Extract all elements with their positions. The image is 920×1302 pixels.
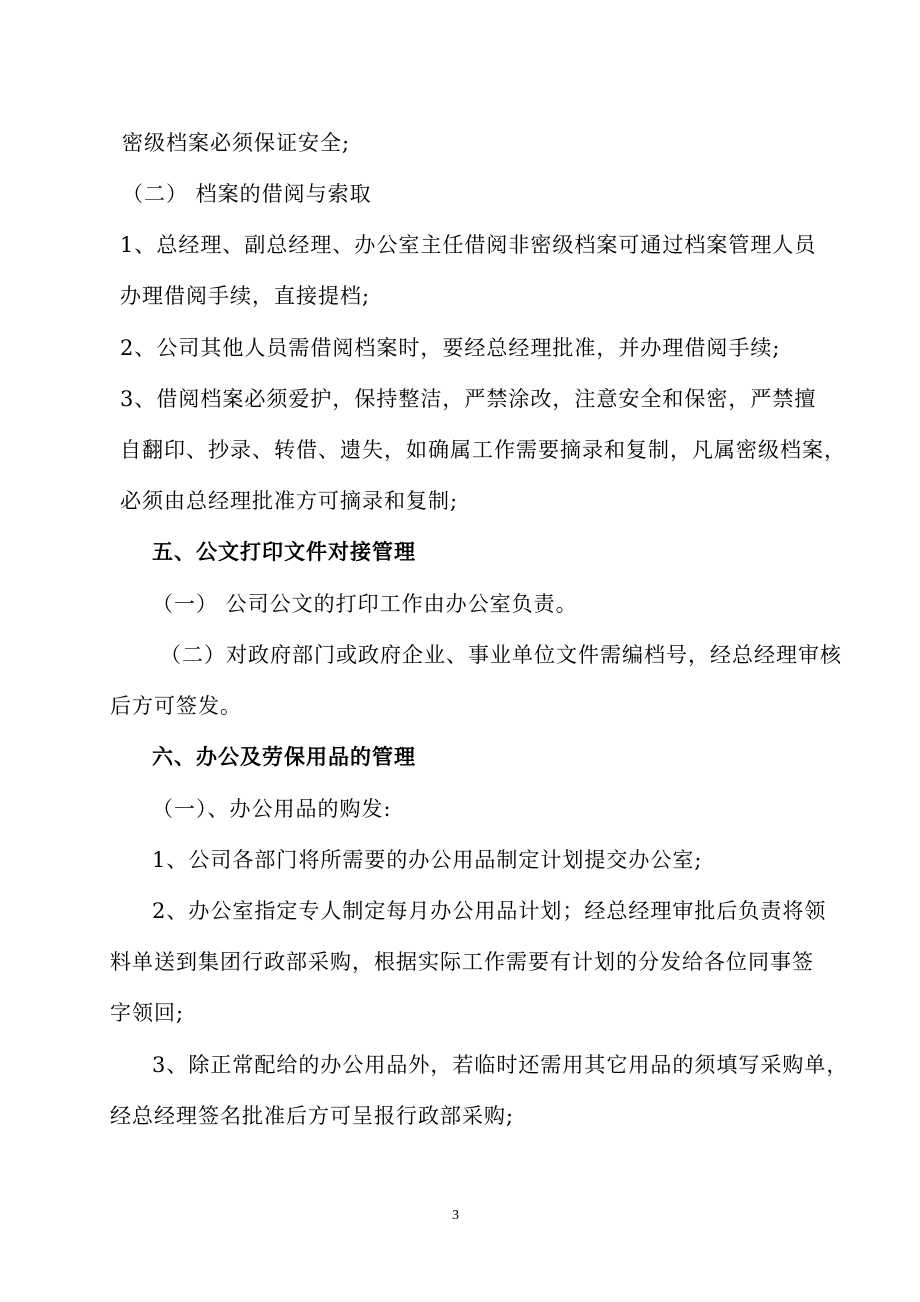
text-line: 后方可签发。: [110, 694, 242, 718]
page-number: 3: [452, 1208, 459, 1223]
text-line: 经总经理签名批准后方可呈报行政部采购;: [110, 1104, 515, 1128]
text-line: （一）、办公用品的购发:: [152, 797, 392, 821]
text-line: （一） 公司公文的打印工作由办公室负责。: [152, 592, 578, 616]
text-line: 2、公司其他人员需借阅档案时，要经总经理批准，并办理借阅手续;: [120, 336, 781, 360]
text-line: 办理借阅手续，直接提档;: [120, 284, 371, 308]
text-line: 2、办公室指定专人制定每月办公用品计划；经总经理审批后负责将领: [152, 899, 827, 923]
text-line: 字领回;: [110, 1001, 185, 1025]
chapter-heading: 五、公文打印文件对接管理: [152, 540, 416, 564]
text-line: 1、总经理、副总经理、办公室主任借阅非密级档案可通过档案管理人员: [120, 233, 817, 257]
text-line: 3、除正常配给的办公用品外，若临时还需用其它用品的须填写采购单，: [152, 1053, 849, 1077]
text-line: （二）对政府部门或政府企业、事业单位文件需编档号，经总经理审核: [160, 643, 842, 667]
section-heading: （二） 档案的借阅与索取: [122, 182, 372, 206]
text-line: 必须由总经理批准方可摘录和复制;: [120, 489, 459, 513]
text-line: 3、借阅档案必须爱护，保持整洁，严禁涂改，注意安全和保密，严禁擅: [120, 387, 817, 411]
text-line: 自翻印、抄录、转借、遗失，如确属工作需要摘录和复制，凡属密级档案，: [120, 438, 846, 462]
text-line: 密级档案必须保证安全;: [122, 131, 351, 155]
text-line: 1、公司各部门将所需要的办公用品制定计划提交办公室;: [152, 848, 703, 872]
chapter-heading: 六、办公及劳保用品的管理: [152, 745, 416, 769]
text-line: 料单送到集团行政部采购，根据实际工作需要有计划的分发给各位同事签: [110, 950, 814, 974]
